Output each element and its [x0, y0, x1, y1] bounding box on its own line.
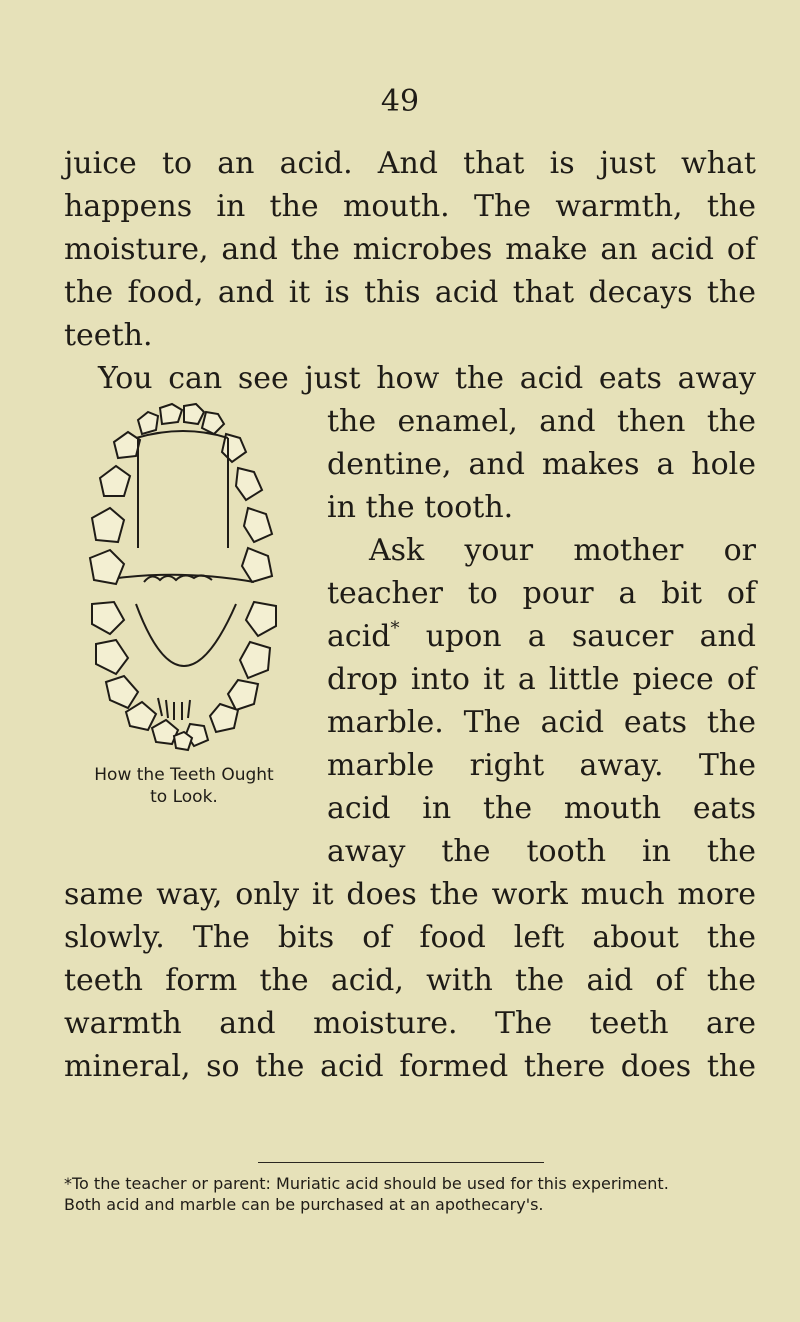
body-line: the enamel, and then the [327, 404, 756, 439]
body-line-with-footnote-mark [327, 617, 756, 657]
body-line: marble right away. The [327, 748, 756, 783]
footnote-line: Both acid and marble can be purchased at an apothecary's. [64, 1195, 544, 1214]
body-line-rest: upon a saucer and [399, 619, 756, 654]
page-number: 49 [380, 84, 420, 119]
body-line: happens in the mouth. The warmth, the [64, 189, 756, 224]
body-line: You can see just how the acid eats away [98, 361, 756, 396]
body-line: dentine, and makes a hole [327, 447, 756, 482]
body-line: the food, and it is this acid that decays the [64, 275, 756, 310]
body-line: teeth form the acid, with the aid of the [64, 963, 756, 998]
body-line: marble. The acid eats the [327, 705, 756, 740]
body-line: teeth. [64, 318, 153, 353]
body-line: juice to an acid. And that is just what [64, 146, 756, 181]
teeth-diagram-icon [78, 398, 290, 760]
body-line: same way, only it does the work much more [64, 877, 756, 912]
footnote-line: *To the teacher or parent: Muriatic acid should be used for this experiment. [64, 1174, 669, 1193]
footnote-divider [258, 1162, 544, 1163]
footnote-anchor-word: acid [327, 619, 391, 654]
body-line: drop into it a little piece of [327, 662, 756, 697]
body-line: slowly. The bits of food left about the [64, 920, 756, 955]
body-line: in the tooth. [327, 490, 514, 525]
figure-caption-line: to Look. [150, 787, 218, 807]
body-line: away the tooth in the [327, 834, 756, 869]
body-line: moisture, and the microbes make an acid of [64, 232, 756, 267]
footnote-mark: * [390, 618, 400, 639]
body-line: warmth and moisture. The teeth are [64, 1006, 756, 1041]
figure-caption-line: How the Teeth Ought [94, 765, 274, 785]
body-line: mineral, so the acid formed there does the [64, 1049, 756, 1084]
body-line: teacher to pour a bit of [327, 576, 756, 611]
body-line: acid in the mouth eats [327, 791, 756, 826]
body-line: Ask your mother or [369, 533, 756, 568]
